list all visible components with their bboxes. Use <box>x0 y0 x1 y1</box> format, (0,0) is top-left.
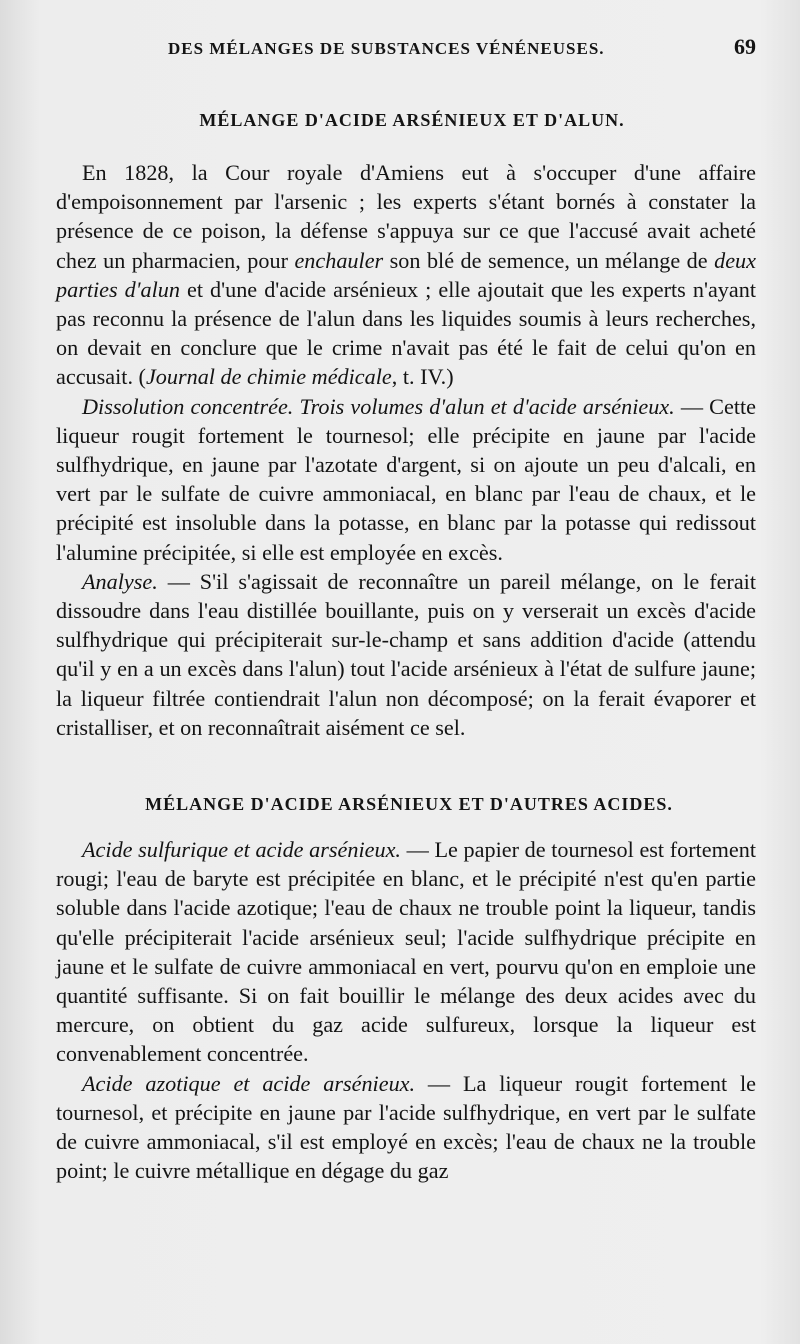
section-title-autres-acides: MÉLANGE D'ACIDE ARSÉNIEUX ET D'AUTRES ACIDES. <box>145 794 673 815</box>
italic-run: Analyse. <box>82 568 158 594</box>
paragraph-acide-azotique <box>56 1069 756 1186</box>
text-run: En 1828, la Cour royale d'Amiens eut à s'occuper d'une affaire d'empoisonnement par l'arsenic ; les experts s'étant bornés à constater la présence de ce poison, la défense s'appuya sur ce que l'accusé avait acheté chez un pharmacien, pour <box>56 160 756 273</box>
paragraph-amiens-case <box>56 158 756 392</box>
italic-run: Acide azotique et acide arsénieux. <box>82 1070 416 1096</box>
text-run: — S'il s'agissait de reconnaître un pareil mélange, on le ferait dissoudre dans l'eau distillée bouillante, puis on y verserait un excès d'acide sulfhydrique qui précipiterait sur-le-champ et sans addition d'acide (attendu qu'il y en a un excès dans l'alun) tout l'acide arsénieux à l'état de sulfure jaune; la liqueur filtrée contiendrait l'alun non décomposé; on la ferait évaporer et cristalliser, et on reconnaîtrait aisément ce sel. <box>56 568 756 740</box>
page-number: 69 <box>734 34 756 59</box>
text-run: — Le papier de tournesol est fortement rougi; l'eau de baryte est précipitée en blanc, et le précipité n'est qu'en partie soluble dans l'acide azotique; l'eau de chaux ne trouble point la liqueur, tandis qu'elle précipiterait l'acide arsénieux seul; l'acide sulfhydrique précipite en jaune et le sulfate de cuivre ammoniacal en vert, pourvu qu'on en emploie une quantité suffisante. Si on fait bouillir le mélange des deux acides avec du mercure, on obtient du gaz acide sulfureux, lorsque la liqueur est convenablement concentrée. <box>56 837 757 1067</box>
italic-run: Journal de chimie médicale <box>145 364 392 390</box>
running-title: DES MÉLANGES DE SUBSTANCES VÉNÉNEUSES. <box>168 39 605 58</box>
italic-run: enchauler <box>294 247 384 273</box>
running-header <box>168 34 756 60</box>
paragraph-analyse <box>56 567 756 742</box>
italic-run: deux parties d'alun <box>56 247 756 302</box>
paragraph-acide-sulfurique <box>56 835 756 1069</box>
text-run: — Cette liqueur rougit fortement le tournesol; elle précipite en jaune par l'acide sulfhydrique, en jaune par l'azotate d'argent, si on ajoute un peu d'alcali, en vert par le sulfate de cuivre ammoniacal, en blanc par l'eau de chaux, et le précipité est insoluble dans la potasse, en blanc par la potasse qui redissout l'alumine précipitée, si elle est employée en excès. <box>56 393 756 565</box>
text-run: — La liqueur rougit fortement le tournesol, et précipite en jaune par l'acide sulfhydrique, en vert par le sulfate de cuivre ammoniacal, s'il est employé en excès; l'eau de chaux ne la trouble point; le cuivre métallique en dégage du gaz <box>56 1070 756 1184</box>
italic-run: Acide sulfurique et acide arsénieux. <box>82 837 401 863</box>
text-run: et d'une d'acide arsénieux ; elle ajoutait que les experts n'ayant pas reconnu la présence de l'alun dans les liquides soumis à leurs recherches, on devait en conclure que le crime n'avait pas été le fait de celui qu'on en accusait. ( <box>56 276 756 390</box>
text-run: son blé de semence, un mélange de <box>383 247 715 273</box>
italic-run: Dissolution concentrée. Trois volumes d'alun et d'acide arsénieux. <box>82 393 675 419</box>
paragraph-dissolution <box>56 392 756 567</box>
text-run: , t. IV.) <box>391 364 454 390</box>
section-title-alun: MÉLANGE D'ACIDE ARSÉNIEUX ET D'ALUN. <box>199 110 625 130</box>
